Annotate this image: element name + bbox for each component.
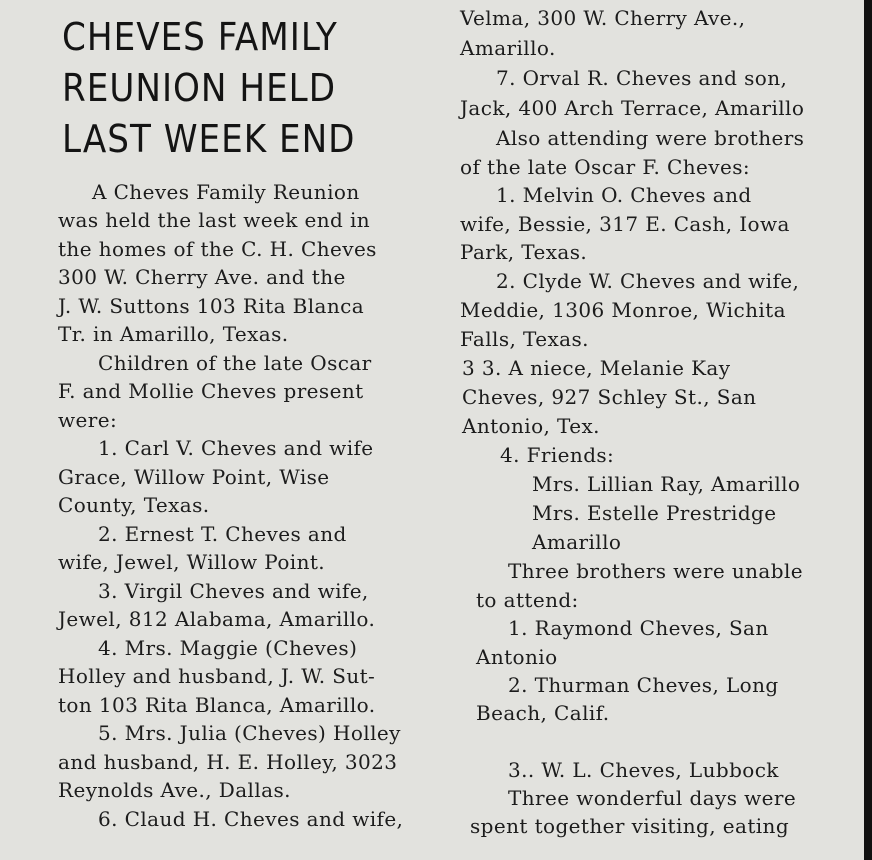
text-line: 300 W. Cherry Ave. and the: [58, 265, 346, 289]
text-line: 1. Carl V. Cheves and wife: [98, 436, 374, 460]
text-line: Falls, Texas.: [460, 327, 589, 351]
text-line: Beach, Calif.: [476, 701, 610, 725]
text-line: Three wonderful days were: [508, 786, 797, 810]
text-line: 2. Thurman Cheves, Long: [508, 673, 779, 697]
text-line: wife, Jewel, Willow Point.: [58, 550, 326, 574]
text-line: to attend:: [476, 588, 579, 612]
text-line: 2. Clyde W. Cheves and wife,: [496, 269, 800, 293]
text-line: A Cheves Family Reunion: [92, 180, 360, 204]
text-line: Also attending were brothers: [496, 126, 805, 150]
text-line: F. and Mollie Cheves present: [58, 379, 364, 403]
text-line: 1. Melvin O. Cheves and: [496, 183, 752, 207]
text-line: Velma, 300 W. Cherry Ave.,: [460, 6, 746, 30]
text-line: Amarillo.: [460, 36, 556, 60]
text-line: Mrs. Estelle Prestridge: [532, 501, 777, 525]
text-line: 2. Ernest T. Cheves and: [98, 522, 347, 546]
text-line: of the late Oscar F. Cheves:: [460, 155, 750, 179]
article-headline: [62, 12, 356, 165]
text-line: Antonio, Tex.: [462, 414, 600, 438]
text-line: Tr. in Amarillo, Texas.: [58, 322, 289, 346]
headline-line: CHEVES FAMILY: [62, 15, 338, 59]
text-line: Reynolds Ave., Dallas.: [58, 778, 291, 802]
text-line: Mrs. Lillian Ray, Amarillo: [532, 472, 801, 496]
text-line: 5. Mrs. Julia (Cheves) Holley: [98, 721, 401, 745]
text-line: 3. Virgil Cheves and wife,: [98, 579, 369, 603]
text-line: Amarillo: [532, 530, 622, 554]
text-line: Three brothers were unable: [508, 559, 803, 583]
text-line: 6. Claud H. Cheves and wife,: [98, 807, 404, 831]
text-line: 3.. W. L. Cheves, Lubbock: [508, 758, 779, 782]
text-line: Antonio: [476, 645, 558, 669]
text-line: were:: [58, 408, 118, 432]
text-line: 1. Raymond Cheves, San: [508, 616, 769, 640]
headline-line: LAST WEEK END: [62, 117, 356, 161]
text-line: ton 103 Rita Blanca, Amarillo.: [58, 693, 376, 717]
text-line: Holley and husband, J. W. Sut-: [58, 664, 376, 688]
text-line: and husband, H. E. Holley, 3023: [58, 750, 398, 774]
text-line: Meddie, 1306 Monroe, Wichita: [460, 298, 786, 322]
text-line: Park, Texas.: [460, 240, 588, 264]
text-line: spent together visiting, eating: [470, 814, 790, 838]
text-line: 7. Orval R. Cheves and son,: [496, 66, 788, 90]
text-line: 4. Mrs. Maggie (Cheves): [98, 636, 358, 660]
text-line: 3 3. A niece, Melanie Kay: [462, 356, 731, 380]
text-line: Cheves, 927 Schley St., San: [462, 385, 757, 409]
text-line: wife, Bessie, 317 E. Cash, Iowa: [460, 212, 790, 236]
text-line: was held the last week end in: [58, 208, 371, 232]
text-line: the homes of the C. H. Cheves: [58, 237, 377, 261]
text-line: Children of the late Oscar: [98, 351, 372, 375]
text-line: J. W. Suttons 103 Rita Blanca: [58, 294, 365, 318]
text-line: County, Texas.: [58, 493, 210, 517]
text-line: Jewel, 812 Alabama, Amarillo.: [58, 607, 376, 631]
clipping-edge: [864, 0, 872, 860]
text-line: Jack, 400 Arch Terrace, Amarillo: [460, 96, 805, 120]
text-line: Grace, Willow Point, Wise: [58, 465, 330, 489]
text-line: 4. Friends:: [500, 443, 615, 467]
headline-line: REUNION HELD: [62, 66, 337, 110]
